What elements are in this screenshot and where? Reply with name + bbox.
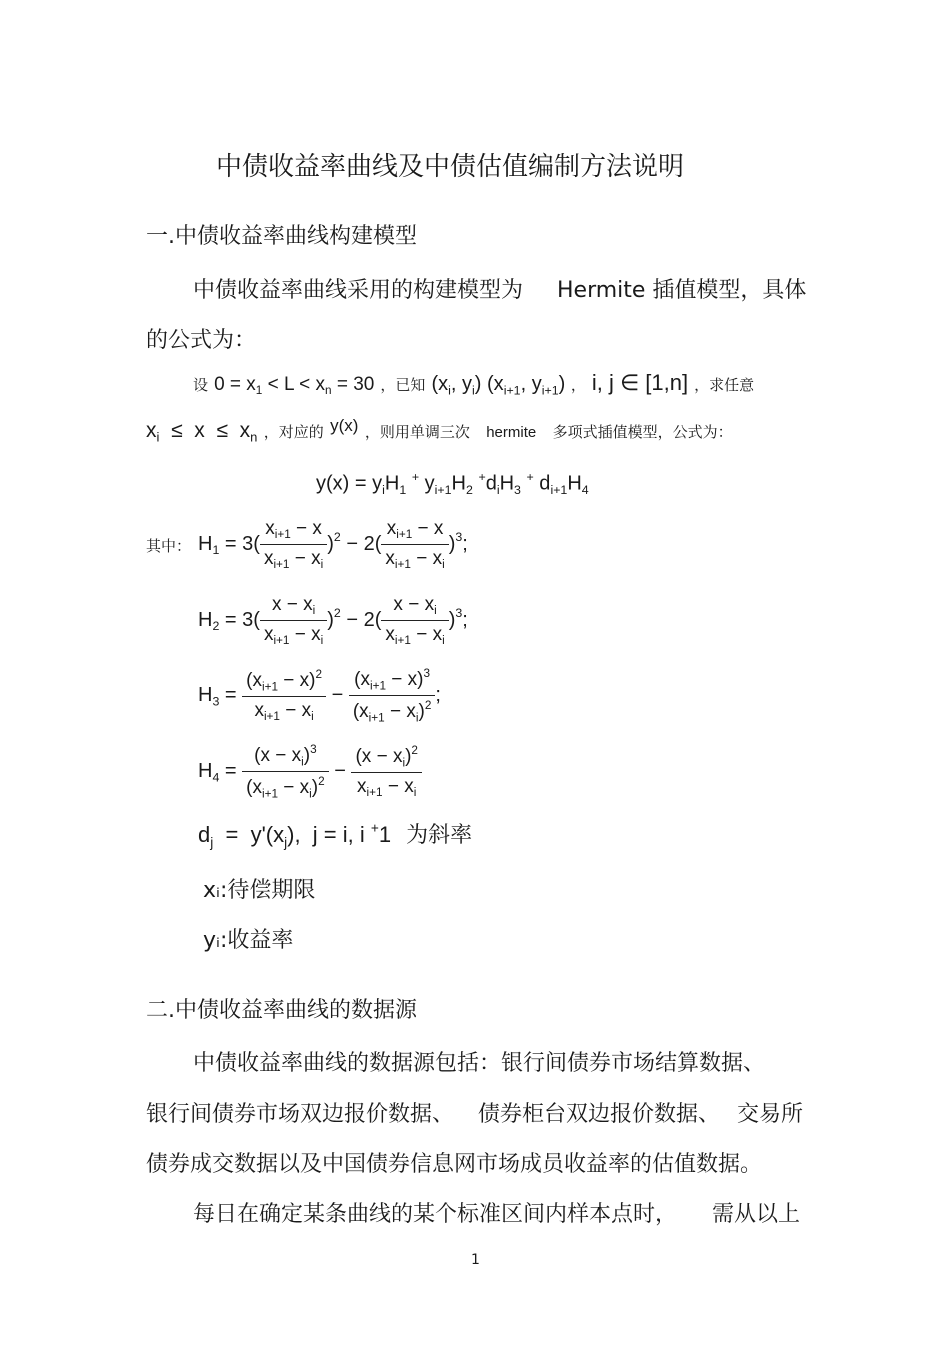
yi-definition: yᵢ:收益率 (203, 928, 294, 953)
setup-any-label: ，求任意 (694, 376, 755, 394)
paragraph-line: 需从以上 (712, 1202, 801, 1227)
setup-method: ，则用单调三次 (364, 423, 470, 441)
formula-h4: $H_4$ = $\frac{(x - x_i)^3}{(x_{i+1} - x_i)^2}$ − $\frac{(x - x_i)^2}{x_{i+1} - x_i}$ (198, 743, 422, 801)
xi-definition: xᵢ:待偿期限 (203, 878, 316, 903)
formula-h1: $H_1 = 3$( $\frac{x_{i+1} - x}{x_{i+1} - x_i}$ )$^2$ − 2( $\frac{x_{i+1} - x}{x_{i+1} - x_i}$ )$^3$; (198, 518, 468, 572)
paragraph-line: 债券柜台双边报价数据、 (478, 1102, 721, 1127)
slope-line (198, 818, 472, 850)
paragraph-line: 交易所 (737, 1102, 804, 1127)
slope-label: 为斜率 (406, 823, 473, 848)
paragraph-line: 中债收益率曲线采用的构建模型为 (193, 278, 524, 303)
paragraph-line: 债券成交数据以及中国债券信息网市场成员收益率的估值数据。 (146, 1152, 763, 1177)
where-label: 其中： (146, 537, 192, 555)
setup-corresponding: ，对应的 (263, 423, 324, 441)
setup-pairs: ($x_i$, $y_i$) ($x_{i+1}$, $y_{i+1}$) (431, 373, 571, 398)
setup-known-label: ，已知 (380, 376, 426, 394)
slope-formula: $d_j = y'(x_j)$, j = i, i +1 (198, 820, 392, 850)
paragraph-line: 的公式为： (146, 328, 257, 353)
section-1-heading: 一.中债收益率曲线构建模型 (146, 224, 417, 249)
main-formula: $y(x) = y_iH_1$ + $y_{i+1}H_2$ $^+d_iH_3$ + $d_{i+1}H_4$ (316, 470, 589, 497)
setup-line-2 (146, 418, 733, 445)
paragraph-line: 银行间债券市场双边报价数据、 (146, 1102, 455, 1127)
setup-range: $x_i \le x \le x_n$ (146, 419, 258, 445)
paragraph-line: Hermite 插值模型，具体 (557, 278, 807, 303)
formula-h2: $H_2 = 3$( $\frac{x - x_i}{x_{i+1} - x_i}$ )$^2$ − 2( $\frac{x - x_i}{x_{i+1} - x_i}$ )$^3$; (198, 594, 468, 648)
formula-h3: $H_3$ = $\frac{(x_{i+1} - x)^2}{x_{i+1} - x_i}$ − $\frac{(x_{i+1} - x)^3}{(x_{i+1} - x_i)^2}$ ; (198, 667, 441, 725)
setup-lead: 设 (193, 376, 209, 394)
setup-chain: $0 = x_1 < L < x_n = 30$ (214, 374, 375, 398)
setup-poly: 多项式插值模型，公式为： (552, 423, 733, 441)
paragraph-line: 每日在确定某条曲线的某个标准区间内样本点时， (193, 1202, 678, 1227)
page-number: 1 (471, 1252, 480, 1268)
setup-line-1 (193, 370, 754, 397)
setup-yx: y(x) (330, 416, 359, 435)
setup-hermite: hermite (486, 424, 537, 441)
comma: ， (570, 376, 586, 394)
setup-ij-set: i, j ∈ [1,n] (591, 370, 689, 395)
page-title: 中债收益率曲线及中债估值编制方法说明 (216, 152, 685, 182)
section-2-heading: 二.中债收益率曲线的数据源 (146, 998, 417, 1023)
paragraph-line: 中债收益率曲线的数据源包括：银行间债券市场结算数据、 (193, 1051, 766, 1076)
